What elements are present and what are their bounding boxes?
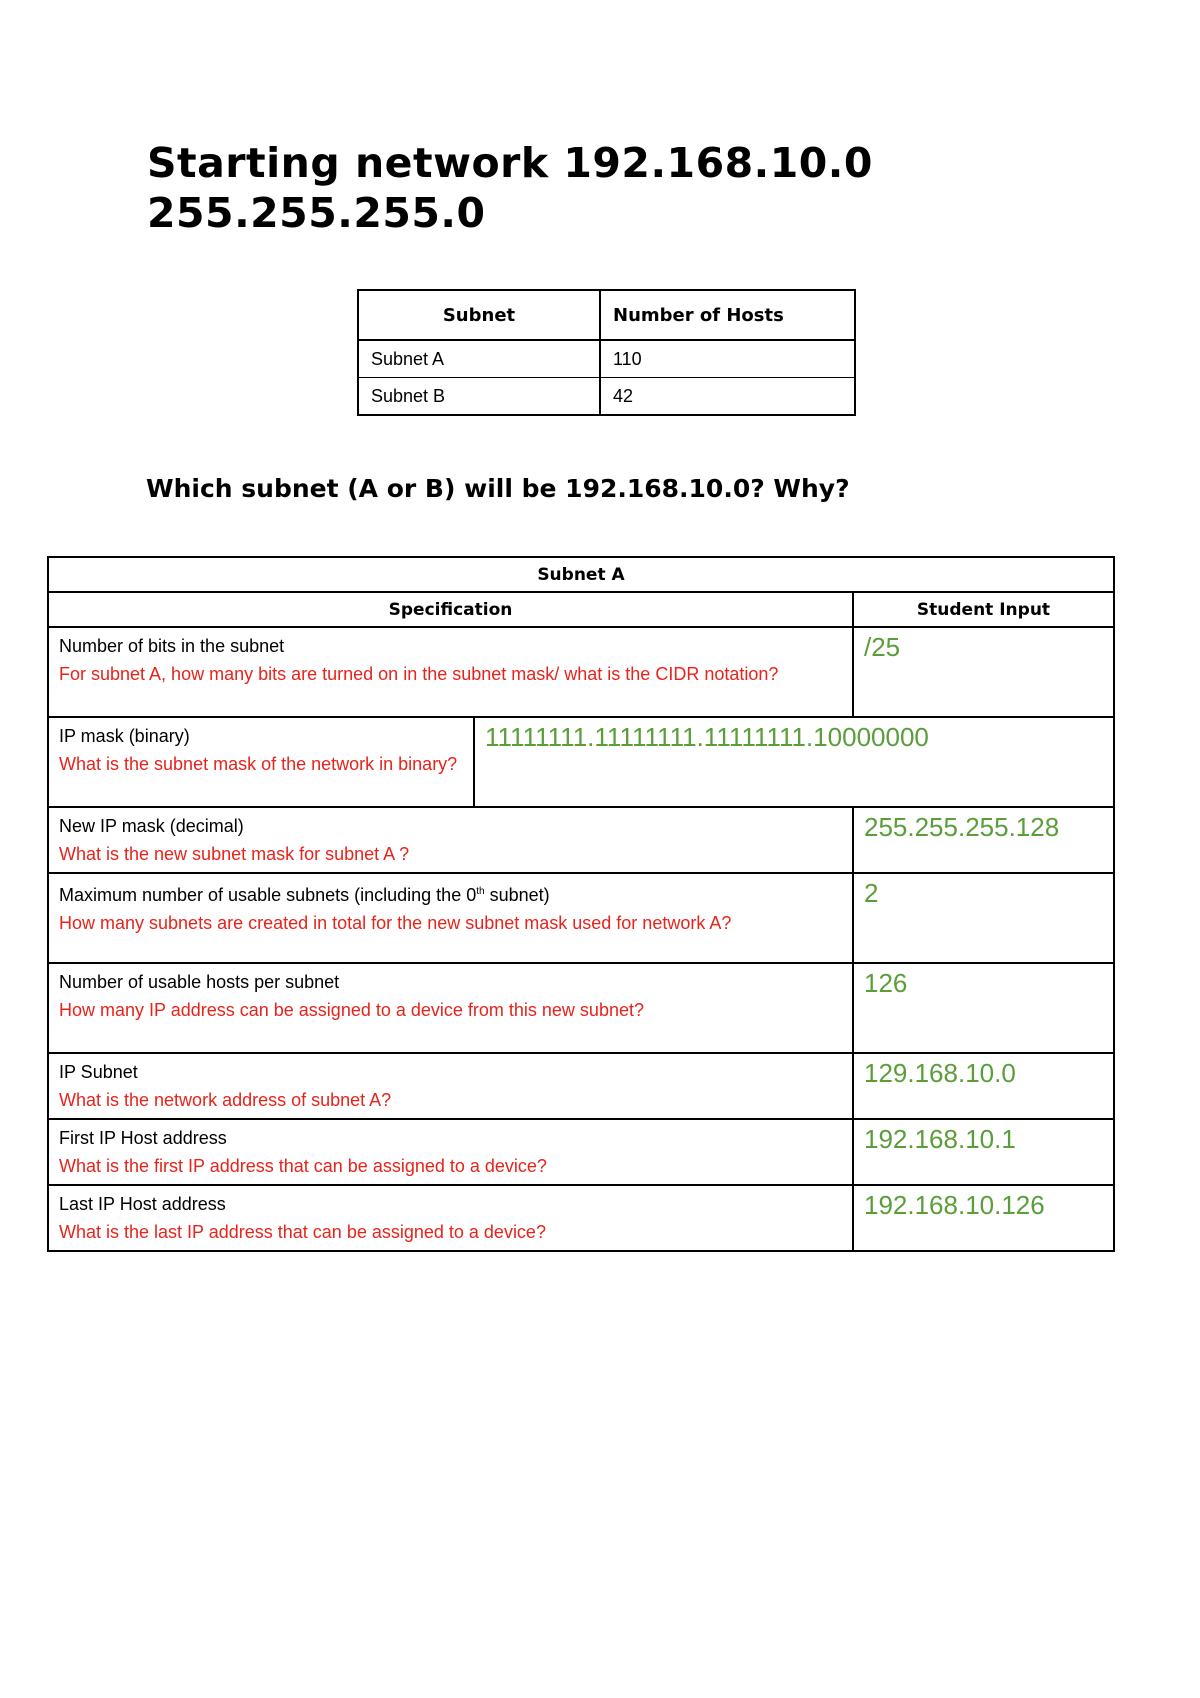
spec-prompt: What is the first IP address that can be assigned to a device?: [59, 1156, 547, 1176]
student-answer: 2: [853, 873, 1114, 963]
student-answer: 129.168.10.0: [853, 1053, 1114, 1119]
spec-cell: [48, 1053, 853, 1119]
spec-label: Last IP Host address: [59, 1194, 226, 1214]
table-row: [48, 717, 1114, 807]
hosts-header-number: Number of Hosts: [600, 290, 855, 340]
spec-label-part: subnet): [484, 885, 550, 905]
spec-header-specification: Specification: [48, 592, 853, 627]
spec-prompt: How many subnets are created in total for the new subnet mask used for network A?: [59, 913, 732, 933]
page-title-line-1: Starting network 192.168.10.0: [147, 139, 873, 187]
spec-cell: [48, 1119, 853, 1185]
spec-label: New IP mask (decimal): [59, 816, 244, 836]
page-title: [147, 138, 873, 238]
table-row: [48, 963, 1114, 1053]
question-text: Which subnet (A or B) will be 192.168.10.0? Why?: [146, 474, 850, 503]
spec-prompt: What is the last IP address that can be assigned to a device?: [59, 1222, 546, 1242]
table-row: [358, 378, 855, 416]
student-answer: 11111111.11111111.11111111.10000000: [474, 717, 1114, 807]
table-row: [48, 1185, 1114, 1251]
table-row: [48, 627, 1114, 717]
spec-caption: Subnet A: [48, 557, 1114, 592]
spec-header-row: [48, 592, 1114, 627]
subnet-spec-table: [47, 556, 1115, 1252]
student-answer: 255.255.255.128: [853, 807, 1114, 873]
spec-label: IP Subnet: [59, 1062, 138, 1082]
spec-cell: [48, 627, 853, 717]
student-answer: /25: [853, 627, 1114, 717]
spec-label-part: Maximum number of usable subnets (including the 0: [59, 885, 477, 905]
student-answer: 192.168.10.126: [853, 1185, 1114, 1251]
table-row: [48, 873, 1114, 963]
spec-prompt: What is the subnet mask of the network in binary?: [59, 754, 458, 774]
spec-label: IP mask (binary): [59, 726, 190, 746]
hosts-header-subnet: Subnet: [358, 290, 600, 340]
table-row: [48, 807, 1114, 873]
hosts-cell-subnet: Subnet B: [358, 378, 600, 416]
spec-header-student-input: Student Input: [853, 592, 1114, 627]
student-answer: 126: [853, 963, 1114, 1053]
hosts-table: [357, 289, 856, 416]
spec-label: First IP Host address: [59, 1128, 227, 1148]
hosts-cell-count: 110: [600, 340, 855, 378]
spec-prompt: For subnet A, how many bits are turned on in the subnet mask/ what is the CIDR notation?: [59, 664, 779, 684]
spec-caption-row: [48, 557, 1114, 592]
table-row: [48, 1053, 1114, 1119]
hosts-table-header-row: [358, 290, 855, 340]
spec-prompt: What is the network address of subnet A?: [59, 1090, 392, 1110]
student-answer: 192.168.10.1: [853, 1119, 1114, 1185]
spec-prompt: How many IP address can be assigned to a device from this new subnet?: [59, 1000, 644, 1020]
spec-cell: [48, 873, 853, 963]
hosts-cell-subnet: Subnet A: [358, 340, 600, 378]
spec-cell: [48, 1185, 853, 1251]
spec-cell: [48, 807, 853, 873]
hosts-cell-count: 42: [600, 378, 855, 416]
spec-label: [59, 880, 842, 907]
table-row: [358, 340, 855, 378]
spec-label: Number of bits in the subnet: [59, 636, 285, 656]
page-title-line-2: 255.255.255.0: [147, 189, 486, 237]
spec-cell: [48, 963, 853, 1053]
spec-prompt: What is the new subnet mask for subnet A ?: [59, 844, 410, 864]
spec-label: Number of usable hosts per subnet: [59, 972, 340, 992]
spec-label-superscript: th: [476, 886, 485, 897]
spec-cell: [48, 717, 474, 807]
table-row: [48, 1119, 1114, 1185]
